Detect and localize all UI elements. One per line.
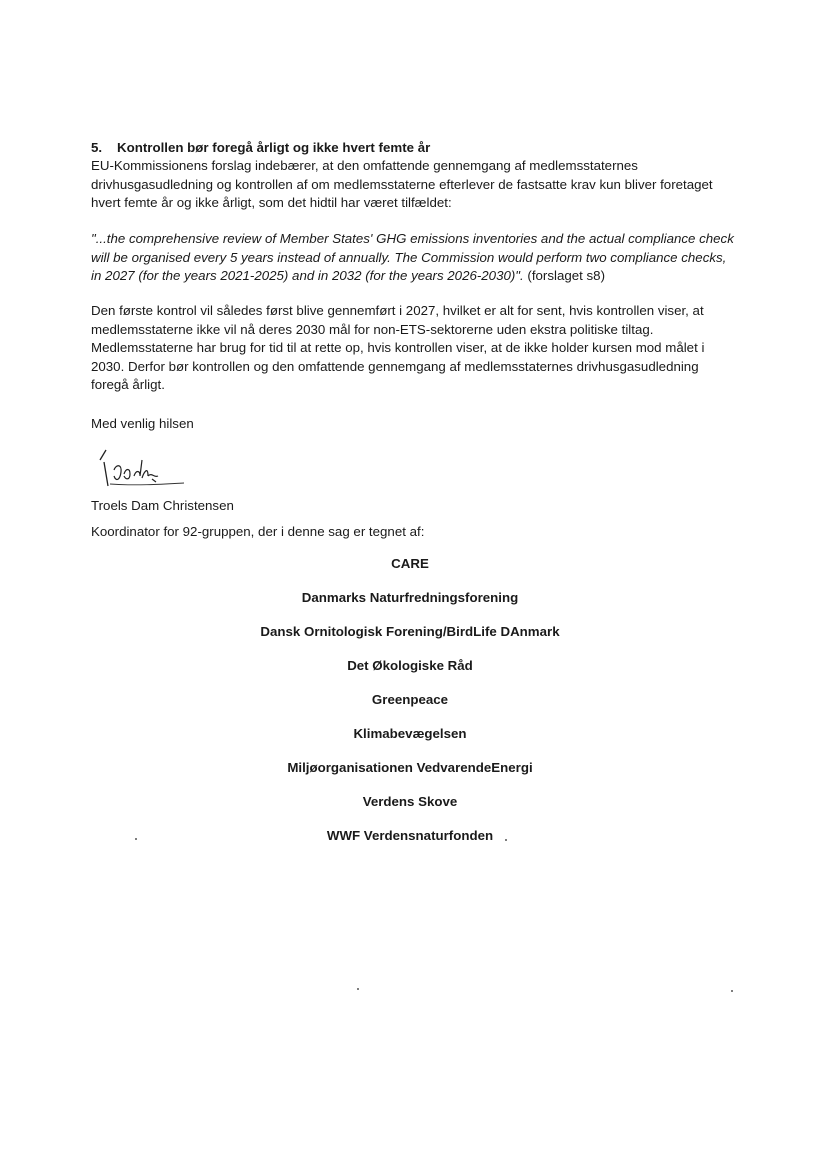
- organization-item: Klimabevægelsen: [353, 726, 467, 741]
- text-line: hvert femte år og ikke årligt, som det hidtil har været tilfældet:: [91, 195, 452, 211]
- text-line: EU-Kommissionens forslag indebærer, at den omfattende gennemgang af medlemsstaternes: [91, 158, 638, 173]
- closing-greeting: Med venlig hilsen: [91, 416, 194, 431]
- organization-item: Verdens Skove: [362, 794, 458, 809]
- scan-speck: [135, 838, 137, 840]
- text-line: foregå årligt.: [91, 377, 165, 393]
- scan-speck: [505, 839, 507, 841]
- coordinator-line: Koordinator for 92-gruppen, der i denne sag er tegnet af:: [91, 524, 425, 539]
- quotation: [91, 230, 741, 286]
- organization-item: Danmarks Naturfredningsforening: [301, 590, 519, 605]
- organization-item: CARE: [391, 556, 429, 571]
- section-heading: [91, 139, 741, 158]
- organization-item: Miljøorganisationen VedvarendeEnergi: [287, 760, 533, 775]
- paragraph-argument: [91, 302, 741, 395]
- text-line: 2030. Derfor bør kontrollen og den omfattende gennemgang af medlemsstaternes drivhusgasudledning: [91, 358, 699, 374]
- organization-item: Dansk Ornitologisk Forening/BirdLife DAnmark: [260, 624, 560, 639]
- organization-item: Greenpeace: [371, 692, 449, 707]
- organization-item: Det Økologiske Råd: [347, 658, 473, 673]
- paragraph-intro: [91, 157, 741, 213]
- quote-line: "...the comprehensive review of Member States' GHG emissions inventories and the actual compliance check: [91, 231, 734, 246]
- handwritten-signature: [96, 446, 186, 492]
- text-line: Den første kontrol vil således først blive gennemført i 2027, hvilket er alt for sent, hvis kontrollen viser, at: [91, 303, 704, 318]
- quote-reference: (forslaget s8): [523, 268, 606, 284]
- scan-speck: [357, 988, 359, 990]
- organization-item: WWF Verdensnaturfonden: [326, 828, 494, 843]
- sender-name: Troels Dam Christensen: [91, 498, 234, 513]
- section-title: Kontrollen bør foregå årligt og ikke hvert femte år: [117, 140, 431, 155]
- scan-speck: [731, 990, 733, 992]
- section-number: 5.: [91, 140, 103, 155]
- text-line: drivhusgasudledning og kontrollen af om medlemsstaterne efterlever de fastsatte krav kun bliver foretaget: [91, 176, 713, 192]
- text-line: Medlemsstaterne har brug for tid til at rette op, hvis kontrollen viser, at de ikke holder kursen mod målet i: [91, 340, 705, 356]
- quote-line: will be organised every 5 years instead of annually. The Commission would perform two compliance checks,: [91, 249, 727, 265]
- quote-line: in 2027 (for the years 2021-2025) and in 2032 (for the years 2026-2030)".: [91, 268, 524, 284]
- text-line: medlemsstaterne ikke vil nå deres 2030 mål for non-ETS-sektorerne uden ekstra politiske tiltag.: [91, 321, 654, 337]
